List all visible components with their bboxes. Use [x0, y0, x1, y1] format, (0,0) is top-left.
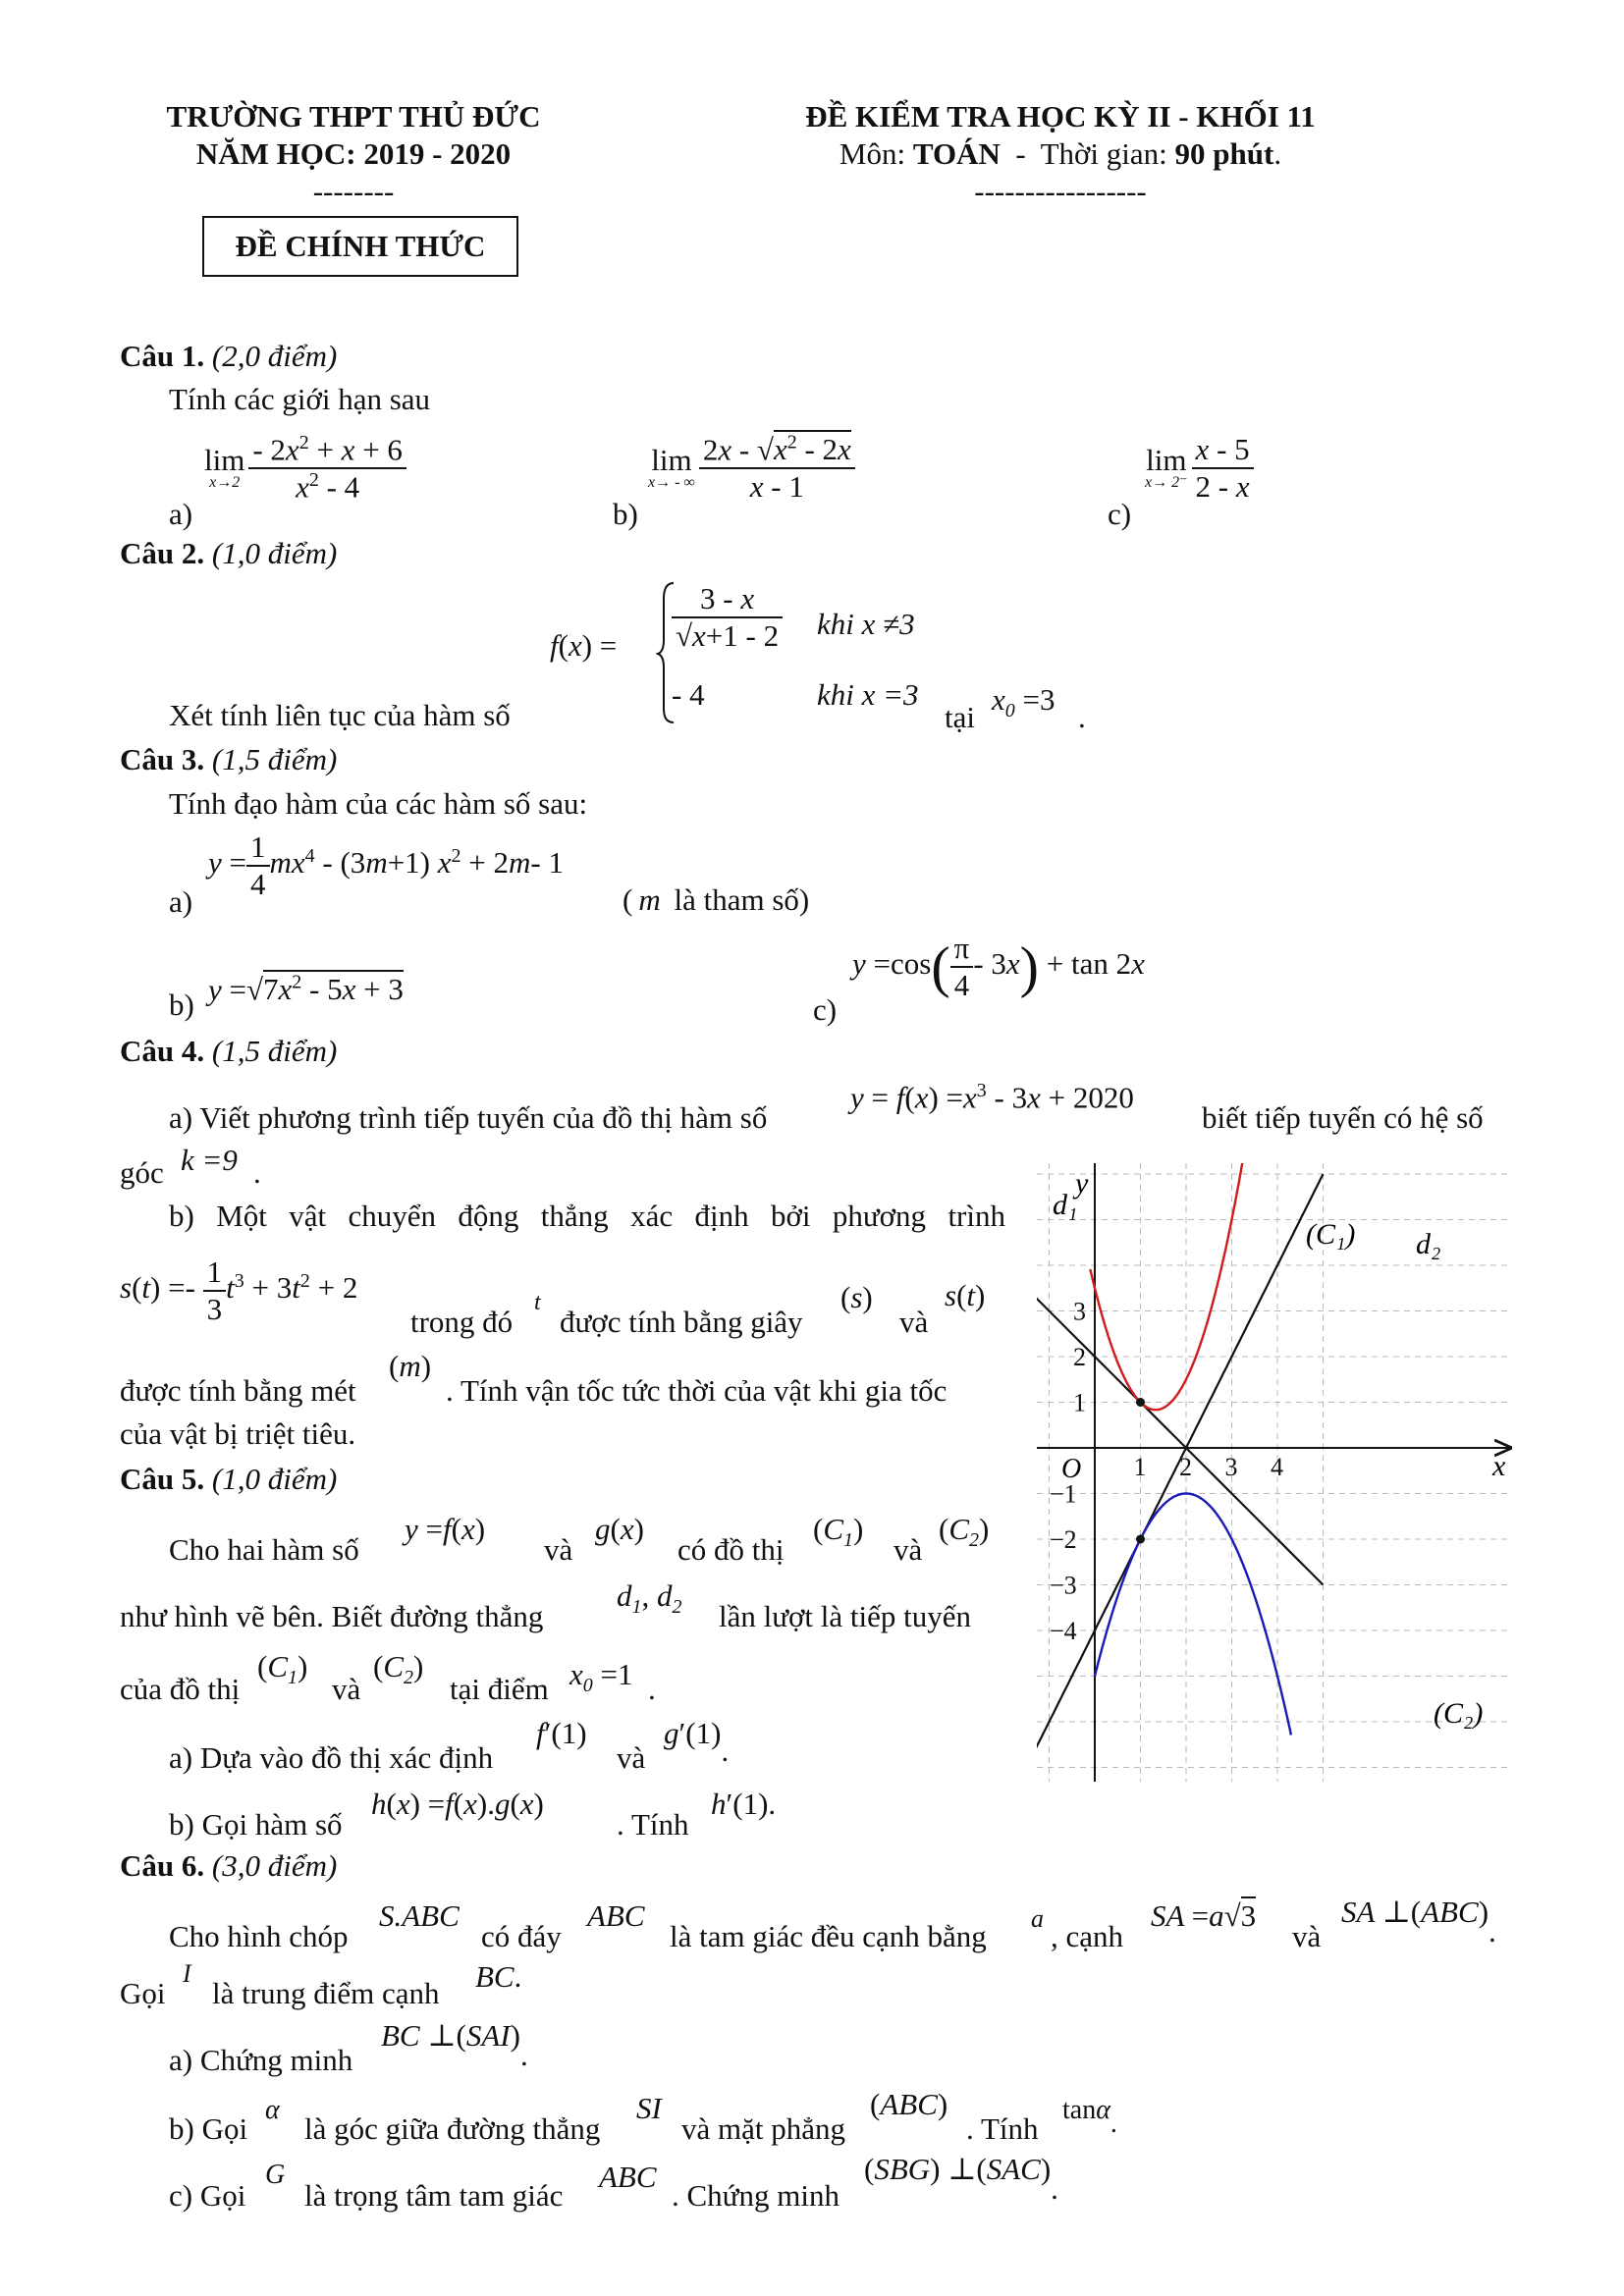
- q6c-abc: ABC: [599, 2160, 657, 2194]
- q5-t7: của đồ thị: [120, 1672, 241, 1706]
- q5-t6: lần lượt là tiếp tuyến: [719, 1599, 972, 1633]
- q1-heading: [120, 338, 337, 375]
- q5-c1: $(C_1)$: [813, 1512, 864, 1552]
- q1b-label: b): [613, 497, 638, 531]
- q2-cond1: khi x ≠3: [817, 607, 915, 641]
- q4b-text4: và: [899, 1305, 929, 1339]
- q4b-text6: . Tính vận tốc tức thời của vật khi gia tốc: [446, 1373, 947, 1408]
- q1c-label: c): [1108, 497, 1132, 531]
- q6b-si: SI: [636, 2091, 662, 2125]
- y-tick-label: −4: [1050, 1617, 1077, 1645]
- exam-subject-line: [746, 135, 1375, 173]
- q4a-text1: a) Viết phương trình tiếp tuyến của đồ thị hàm số: [169, 1100, 768, 1135]
- q2-text: Xét tính liên tục của hàm số: [169, 698, 511, 732]
- q5a-and: và: [617, 1740, 646, 1775]
- q2-x0: $x_0 =3$: [992, 682, 1056, 722]
- time-prefix: - Thời gian:: [1000, 136, 1175, 171]
- q3-title: Câu 3.: [120, 742, 205, 776]
- q6-abc: ABC: [587, 1898, 645, 1933]
- q5-dot: .: [648, 1672, 656, 1706]
- c1-label: (C₁): [1306, 1218, 1356, 1251]
- q5-gx: g(x): [595, 1512, 644, 1546]
- q5-points: (1,0 điểm): [211, 1462, 338, 1496]
- q5-c2b: $(C_2)$: [373, 1649, 424, 1689]
- lim-a-sub: x→2: [209, 474, 241, 492]
- q5-t4: và: [893, 1532, 923, 1567]
- q1a-expression: lim x→2 $\frac{- 2x^2 + x + 6}{x^2 - 4}$: [204, 432, 406, 506]
- q3-intro: Tính đạo hàm của các hàm số sau:: [169, 786, 588, 821]
- q5a-fprime: f′(1): [536, 1716, 587, 1750]
- q5-d1d2: $d_1$, $d_2$: [617, 1578, 682, 1619]
- y-tick-label: −3: [1050, 1571, 1077, 1600]
- q2-heading: [120, 535, 337, 572]
- q6-t2: có đáy: [481, 1919, 562, 1953]
- q3a-expression: y = $\frac{1}{4}$ $mx^4 - (3m+1) x^2 + 2m-$ 1: [208, 829, 564, 901]
- lim-c-sub: x→ 2⁻: [1145, 474, 1188, 491]
- d2-label: d₂: [1416, 1228, 1441, 1260]
- function-graph: [1021, 1153, 1522, 1791]
- q6-title: Câu 6.: [120, 1848, 205, 1883]
- c2-label: (C₂): [1434, 1697, 1484, 1730]
- q6c-t3: . Chứng minh: [672, 2178, 839, 2213]
- q6b-t1: b) Gọi: [169, 2111, 248, 2146]
- q4a-text3: góc: [120, 1155, 164, 1190]
- y-axis-label: y: [1075, 1167, 1089, 1200]
- q4b-t: t: [534, 1290, 541, 1315]
- q4b-text1: b) Một vật chuyển động thẳng xác định bởi phương trình: [169, 1199, 1005, 1233]
- y-tick-label: −1: [1050, 1479, 1077, 1509]
- q3c-expression: y =cos( $\frac{\pi}{4}$ - 3x) + tan 2x: [852, 931, 1145, 1002]
- q3a-param-note: là tham số): [674, 882, 810, 917]
- q6b-t3: và mặt phẳng: [681, 2111, 846, 2146]
- q5b-hprime: h′(1).: [711, 1787, 777, 1821]
- q5-c2: $(C_2)$: [939, 1512, 990, 1552]
- q6a-expr: BC ⊥(SAI).: [381, 2018, 528, 2072]
- q2-fx: f(x) =: [550, 628, 618, 663]
- q6c-expr: (SBG) ⊥(SAC).: [864, 2152, 1058, 2206]
- q6-a: a: [1031, 1904, 1044, 1933]
- school-year: NĂM HỌC: 2019 - 2020: [195, 136, 512, 171]
- q6-points: (3,0 điểm): [211, 1848, 338, 1883]
- q5-fx: y =f(x): [405, 1512, 486, 1546]
- q4b-text5: được tính bằng mét: [120, 1373, 356, 1408]
- q6b-t2: là góc giữa đường thẳng: [304, 2111, 601, 2146]
- q6b-tan: tanα.: [1062, 2095, 1117, 2139]
- right-rule: -----------------: [974, 174, 1147, 208]
- y-tick-label: 2: [1073, 1343, 1086, 1371]
- q4-heading: [120, 1033, 337, 1070]
- q1-points: (2,0 điểm): [211, 339, 338, 373]
- q5-t1: Cho hai hàm số: [169, 1532, 359, 1567]
- q4a-dot: .: [253, 1155, 261, 1190]
- left-rule: --------: [312, 174, 395, 208]
- q1a-label: a): [169, 497, 193, 531]
- official-label: ĐỀ CHÍNH THỨC: [202, 216, 518, 277]
- subject-prefix: Môn:: [839, 136, 913, 171]
- q4a-function: $y = f(x) =x^3 - 3x + 2020$: [850, 1080, 1134, 1115]
- lim-c: lim: [1146, 443, 1187, 477]
- q4b-st: s(t): [945, 1278, 986, 1312]
- q6c-g: G: [265, 2160, 286, 2190]
- q6-t6: Gọi: [120, 1976, 166, 2010]
- exam-title: ĐỀ KIỂM TRA HỌC KỲ II - KHỐI 11: [805, 99, 1316, 133]
- q2-case2-value: - 4: [672, 677, 705, 712]
- q3c-label: c): [813, 992, 838, 1027]
- subject: TOÁN: [912, 136, 1001, 171]
- q6-sa-perp: SA ⊥(ABC).: [1341, 1895, 1496, 1949]
- q1-intro: Tính các giới hạn sau: [169, 382, 431, 416]
- q5b-hx: h(x) =f(x).g(x): [371, 1787, 544, 1821]
- q3b-label: b): [169, 988, 194, 1022]
- x-tick-label: 1: [1133, 1453, 1147, 1481]
- exam-time: 90 phút: [1174, 136, 1274, 171]
- y-tick-label: 3: [1073, 1297, 1086, 1326]
- q4b-text2: trong đó: [410, 1305, 514, 1339]
- lim-b-sub: x→ - ∞: [648, 474, 695, 492]
- q3-heading: [120, 741, 337, 778]
- q6-i: I: [183, 1959, 191, 1988]
- q6-t4: , cạnh: [1051, 1919, 1124, 1953]
- q4-points: (1,5 điểm): [211, 1034, 338, 1068]
- q5b-text: b) Gọi hàm số: [169, 1807, 343, 1842]
- q2-cond2: khi x =3: [817, 677, 919, 712]
- q2-points: (1,0 điểm): [211, 536, 338, 570]
- school-name: TRƯỜNG THPT THỦ ĐỨC: [166, 99, 541, 133]
- curve-c1: [1090, 1153, 1259, 1410]
- q3-points: (1,5 điểm): [211, 742, 338, 776]
- q6-t5: và: [1292, 1919, 1322, 1953]
- q6a-text: a) Chứng minh: [169, 2043, 353, 2077]
- q5-t8: và: [332, 1672, 361, 1706]
- q6-sa: SA =a√3: [1151, 1898, 1257, 1933]
- q6-t7: là trung điểm cạnh: [212, 1976, 440, 2010]
- time-suffix: .: [1273, 136, 1282, 171]
- q5b-tinh: . Tính: [617, 1807, 689, 1842]
- d1-label: d₁: [1053, 1189, 1078, 1221]
- origin-label: O: [1061, 1454, 1082, 1484]
- q1b-expression: lim x→ - ∞ $\frac{2x - √x^2 - 2x}{x - 1}$: [648, 432, 855, 505]
- q6-heading: [120, 1847, 337, 1885]
- q6c-t2: là trọng tâm tam giác: [304, 2178, 564, 2213]
- x-tick-label: 2: [1179, 1453, 1192, 1481]
- q4b-s: (s): [840, 1280, 873, 1314]
- y-tick-label: −2: [1050, 1525, 1077, 1554]
- q5-t3: có đồ thị: [677, 1532, 785, 1567]
- q5a-text: a) Dựa vào đồ thị xác định: [169, 1740, 494, 1775]
- q3a-label: a): [169, 884, 193, 919]
- q5-x0: $x_0 =1$: [569, 1657, 633, 1697]
- q6c-t1: c) Gọi: [169, 2178, 246, 2213]
- x-tick-label: 3: [1224, 1453, 1238, 1481]
- q4b-text3: được tính bằng giây: [560, 1305, 803, 1339]
- q5a-gprime: g′(1).: [664, 1716, 730, 1768]
- q6b-t4: . Tính: [966, 2111, 1039, 2146]
- q3b-expression: $y =√7x^2 - 5x + 3$: [208, 972, 404, 1007]
- q2-end: .: [1078, 700, 1086, 734]
- curve-c2: [1095, 1494, 1291, 1735]
- q6b-alpha: α: [265, 2095, 280, 2125]
- q3a-param: ( m là tham số): [623, 882, 810, 917]
- q5-title: Câu 5.: [120, 1462, 205, 1496]
- q6-t3: là tam giác đều cạnh bằng: [670, 1919, 987, 1953]
- q6-t1: Cho hình chóp: [169, 1919, 349, 1953]
- q4a-k: k =9: [181, 1143, 238, 1177]
- q6-sabc: S.ABC: [379, 1898, 460, 1933]
- q5-t2: và: [544, 1532, 573, 1567]
- lim-b: lim: [651, 443, 692, 478]
- q4-title: Câu 4.: [120, 1034, 205, 1068]
- x-tick-label: 4: [1271, 1453, 1283, 1481]
- q6-bc: BC.: [475, 1959, 522, 1994]
- tangent-point-c1: [1136, 1398, 1145, 1407]
- tangent-point-c2: [1136, 1535, 1145, 1544]
- x-axis-label: x: [1492, 1450, 1506, 1482]
- q4a-text2: biết tiếp tuyến có hệ số: [1202, 1100, 1484, 1135]
- q5-t9: tại điểm: [450, 1672, 549, 1706]
- q2-case1-expr: $\frac{3 - x}{√x+1 - 2}$: [672, 581, 783, 654]
- q2-title: Câu 2.: [120, 536, 205, 570]
- q4b-text7: của vật bị triệt tiêu.: [120, 1416, 356, 1451]
- q4b-equation: s(t) =- $\frac{1}{3}$ $t^3 + 3t^2 + 2$: [120, 1255, 358, 1326]
- q1-title: Câu 1.: [120, 339, 205, 373]
- q5-heading: [120, 1461, 337, 1498]
- q1c-expression: lim x→ 2⁻ $\frac{x - 5}{2 - x}$: [1145, 432, 1254, 505]
- q5-t5: như hình vẽ bên. Biết đường thẳng: [120, 1599, 544, 1633]
- lim-a: lim: [204, 443, 245, 478]
- y-tick-label: 1: [1073, 1388, 1086, 1417]
- q6b-abc: (ABC): [870, 2087, 948, 2121]
- q4b-m: (m): [389, 1349, 432, 1383]
- q2-at: tại: [945, 700, 975, 734]
- q5-c1b: $(C_1)$: [257, 1649, 308, 1689]
